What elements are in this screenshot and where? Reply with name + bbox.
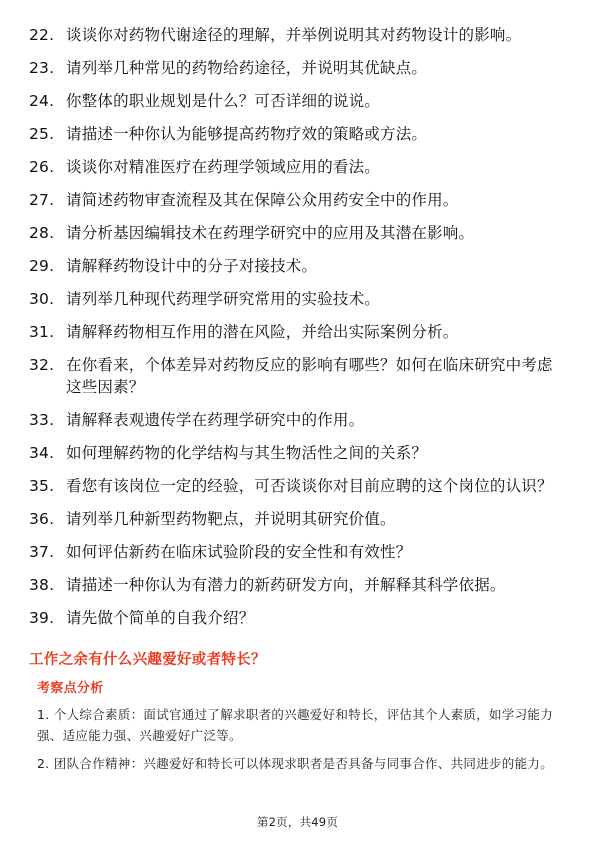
question-item [0, 574, 595, 596]
question-number: 35. [29, 477, 55, 495]
question-text: 在你看来，个体差异对药物反应的影响有哪些？如何在临床研究中考虑这些因素？ [66, 356, 553, 396]
question-item [0, 24, 595, 46]
question-number: 22. [29, 26, 55, 44]
question-item [0, 255, 595, 277]
question-number: 26. [29, 158, 55, 176]
question-text: 谈谈你对精准医疗在药理学领域应用的看法。 [66, 158, 381, 176]
question-item [0, 607, 595, 629]
question-number: 27. [29, 191, 55, 209]
question-text: 如何评估新药在临床试验阶段的安全性和有效性？ [66, 543, 412, 561]
page-number: 第2页，共49页 [256, 815, 339, 829]
question-number: 24. [29, 92, 55, 110]
question-item [0, 123, 595, 145]
question-item [0, 508, 595, 530]
question-text: 请描述一种你认为有潜力的新药研发方向，并解释其科学依据。 [66, 576, 506, 594]
question-number: 34. [29, 444, 55, 462]
question-item [0, 354, 595, 398]
section-heading: 工作之余有什么兴趣爱好或者特长？ [29, 652, 266, 668]
question-number: 33. [29, 411, 55, 429]
question-number: 31. [29, 323, 55, 341]
question-number: 38. [29, 576, 55, 594]
question-item [0, 189, 595, 211]
question-text: 如何理解药物的化学结构与其生物活性之间的关系？ [66, 444, 428, 462]
question-text: 请先做个简单的自我介绍？ [66, 609, 255, 627]
question-item [0, 321, 595, 343]
analysis-paragraph: 1. 个人综合素质：面试官通过了解求职者的兴趣爱好和特长，评估其个人素质，如学习能力强、适应能力强、兴趣爱好广泛等。 [37, 707, 554, 743]
question-text: 请解释表观遗传学在药理学研究中的作用。 [66, 411, 365, 429]
analysis-body [37, 704, 565, 781]
question-number: 36. [29, 510, 55, 528]
question-number: 23. [29, 59, 55, 77]
question-number: 29. [29, 257, 55, 275]
question-text: 请列举几种常见的药物给药途径，并说明其优缺点。 [66, 59, 428, 77]
question-text: 请列举几种现代药理学研究常用的实验技术。 [66, 290, 381, 308]
question-item [0, 90, 595, 112]
analysis-paragraph: 2. 团队合作精神：兴趣爱好和特长可以体现求职者是否具备与同事合作、共同进步的能力。 [37, 756, 554, 771]
question-text: 请描述一种你认为能够提高药物疗效的策略或方法。 [66, 125, 428, 143]
question-item [0, 475, 595, 497]
question-text: 谈谈你对药物代谢途径的理解，并举例说明其对药物设计的影响。 [66, 26, 522, 44]
question-text: 请简述药物审查流程及其在保障公众用药安全中的作用。 [66, 191, 459, 209]
question-number: 28. [29, 224, 55, 242]
question-item [0, 156, 595, 178]
question-number: 37. [29, 543, 55, 561]
question-text: 请列举几种新型药物靶点，并说明其研究价值。 [66, 510, 396, 528]
question-item [0, 409, 595, 431]
question-text: 请解释药物相互作用的潜在风险，并给出实际案例分析。 [66, 323, 459, 341]
question-text: 请解释药物设计中的分子对接技术。 [66, 257, 318, 275]
question-number: 32. [29, 356, 55, 374]
question-item [0, 442, 595, 464]
analysis-subheading: 考察点分析 [37, 681, 104, 696]
question-text: 看您有该岗位一定的经验，可否谈谈你对目前应聘的这个岗位的认识？ [66, 477, 553, 495]
question-item [0, 222, 595, 244]
question-number: 30. [29, 290, 55, 308]
question-text: 你整体的职业规划是什么？可否详细的说说。 [66, 92, 381, 110]
question-item [0, 57, 595, 79]
question-item [0, 541, 595, 563]
question-number: 39. [29, 609, 55, 627]
question-list [0, 24, 595, 640]
question-item [0, 288, 595, 310]
question-number: 25. [29, 125, 55, 143]
question-text: 请分析基因编辑技术在药理学研究中的应用及其潜在影响。 [66, 224, 475, 242]
